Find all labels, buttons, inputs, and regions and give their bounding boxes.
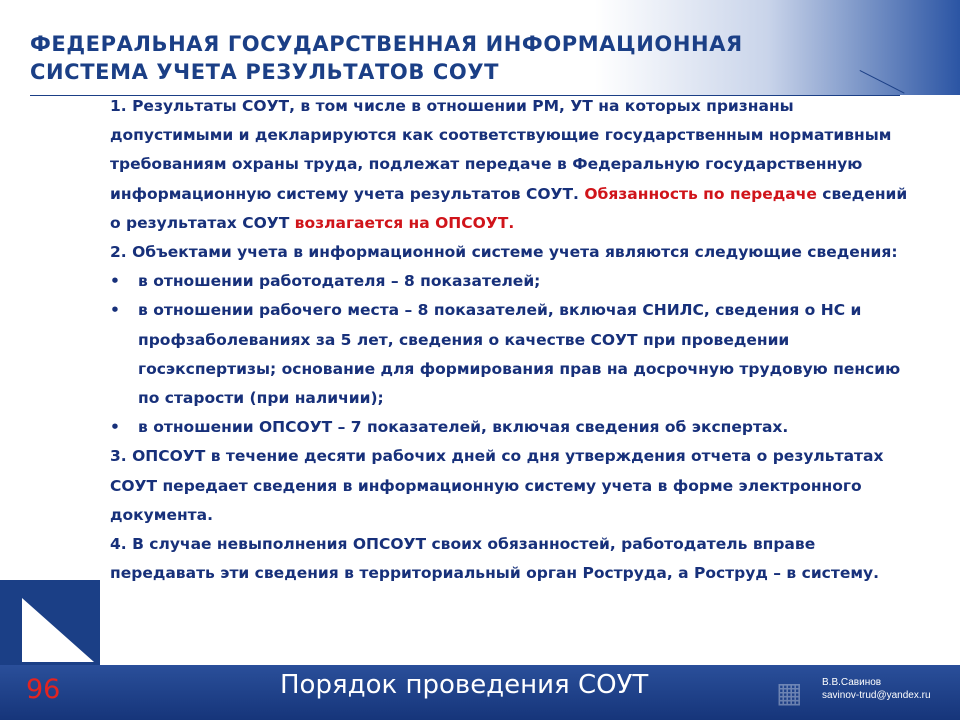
list-item [110,413,922,442]
corner-triangle-decoration [22,598,94,662]
author-email: savinov-trud@yandex.ru [822,690,931,701]
bullet-icon: • [110,418,120,437]
slide-title-line2: СИСТЕМА УЧЕТА РЕЗУЛЬТАТОВ СОУТ [30,60,500,84]
page-number: 96 [26,674,61,705]
author-info [822,676,931,702]
list-item [110,267,922,296]
bullet-icon: • [110,272,120,291]
paragraph-1 [110,92,922,238]
list-item-text: в отношении ОПСОУТ – 7 показателей, включая сведения об экспертах. [138,418,789,437]
slide-title [30,30,910,86]
logo-watermark-icon: ▦ [776,676,803,709]
list-item [110,296,922,413]
paragraph-2: 2. Объектами учета в информационной системе учета являются следующие сведения: [110,243,898,262]
slide-title-line1: ФЕДЕРАЛЬНАЯ ГОСУДАРСТВЕННАЯ ИНФОРМАЦИОННАЯ [30,32,743,56]
paragraph-1-text: 1. Результаты СОУТ, в том числе в отношении РМ, УТ на которых признаны допустимыми и декларируются как соответствующие государственным нормативным требованиям охраны труда, подлежат передаче в Федеральную государственную информационную систему учета результатов СОУТ. [110,97,892,203]
footer-title: Порядок проведения СОУТ [280,670,649,700]
paragraph-3: 3. ОПСОУТ в течение десяти рабочих дней со дня утверждения отчета о результатах СОУТ передает сведения в информационную систему учета в форме электронного документа. [110,447,884,524]
highlight-responsible: возлагается на ОПСОУТ. [294,213,515,232]
bullet-list [110,267,922,442]
list-item-text: в отношении рабочего места – 8 показателей, включая СНИЛС, сведения о НС и профзаболеваниях за 5 лет, сведения о качестве СОУТ при проведении госэкспертизы; основание для формирования прав на досрочную трудовую пенсию по старости (при наличии); [138,301,901,408]
highlight-obligation: Обязанность по передаче [584,184,817,203]
paragraph-4: 4. В случае невыполнения ОПСОУТ своих обязанностей, работодатель вправе передавать эти сведения в территориальный орган Роструда, а Роструд – в систему. [110,535,880,583]
paragraph-1-middle: сведений о результатах СОУТ [110,184,908,232]
slide-body [110,92,922,588]
list-item-text: в отношении работодателя – 8 показателей; [138,272,541,291]
bullet-icon: • [110,301,120,320]
author-name: В.В.Савинов [822,677,882,688]
